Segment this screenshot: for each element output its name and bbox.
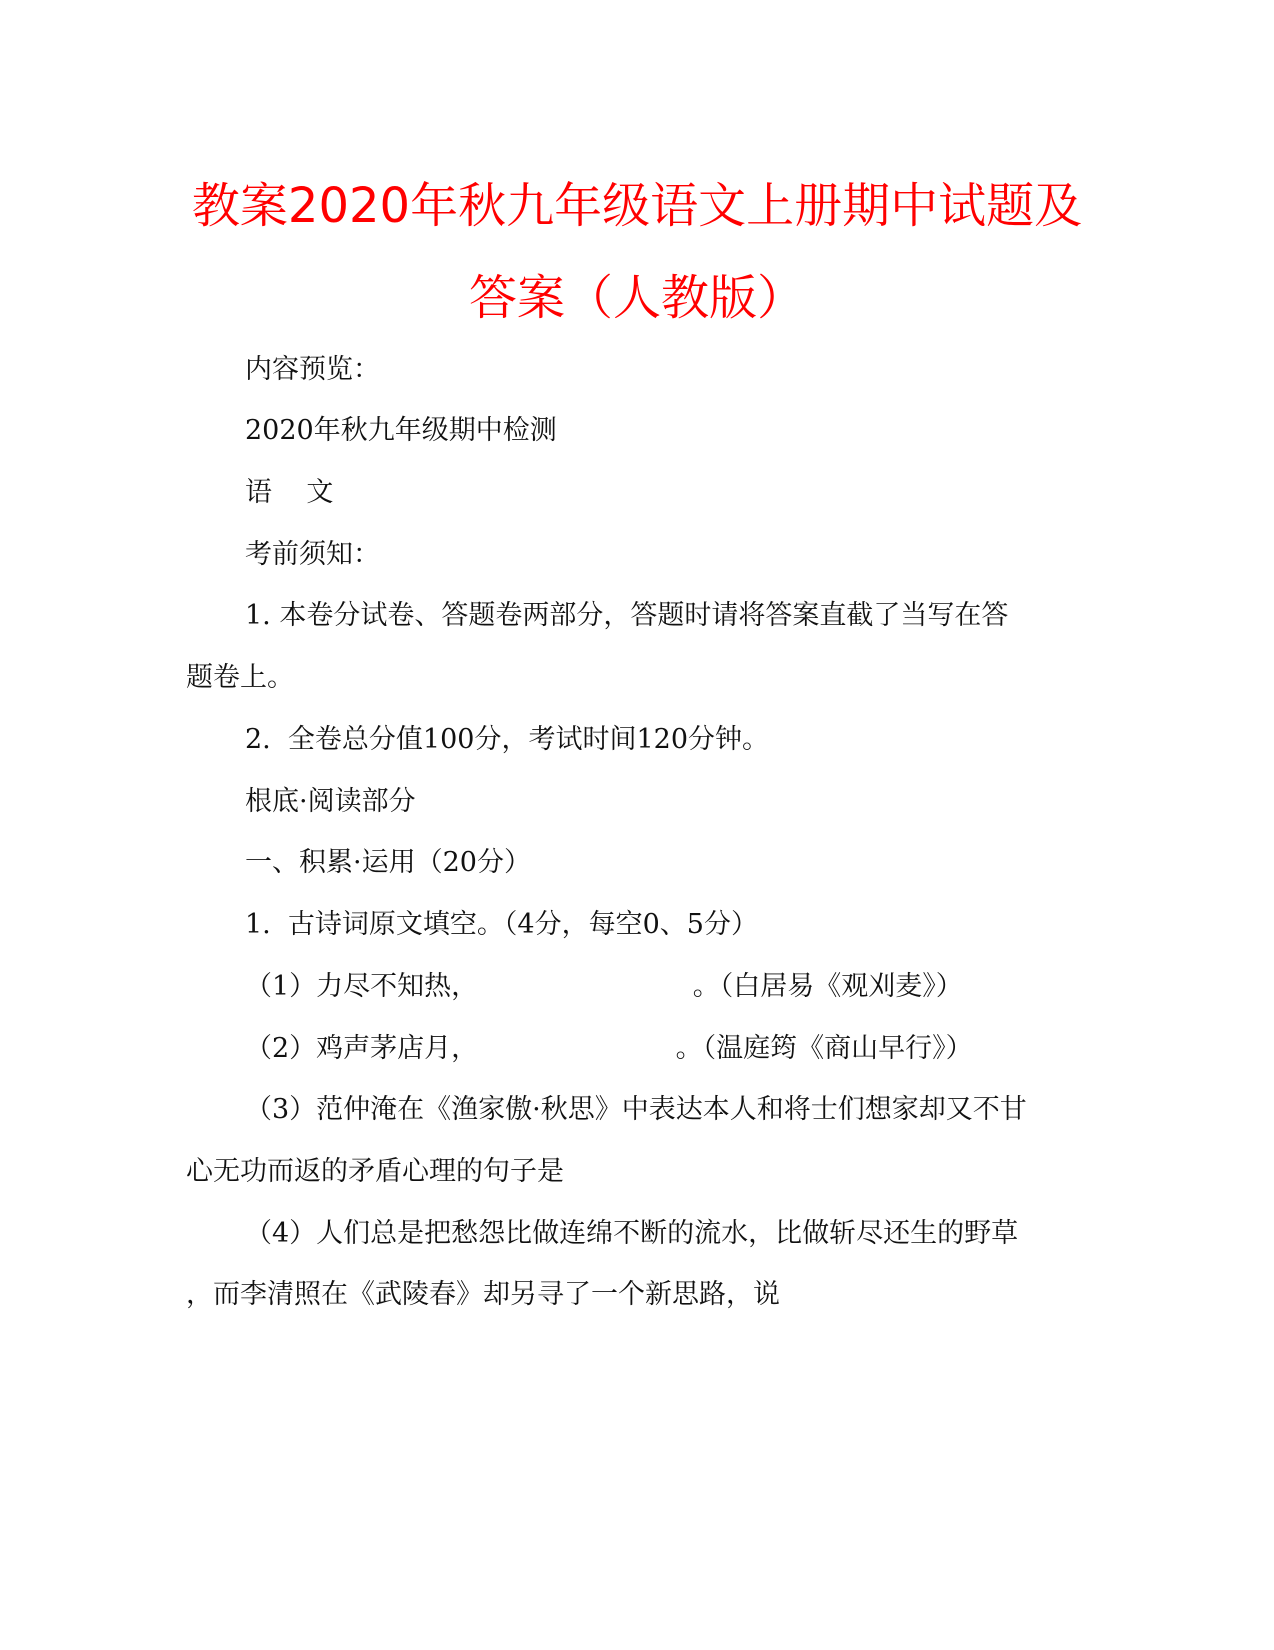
question-1: 1. 古诗词原文填空。（4分，每空0、5分） [245, 909, 758, 940]
preview-label: 内容预览： [245, 354, 380, 385]
notice-item-1-line-2: 题卷上。 [186, 662, 294, 693]
notice-item-1-line-1: 1. 本卷分试卷、答题卷两部分，答题时请将答案直截了当写在答 [245, 600, 1009, 631]
notice-label: 考前须知： [245, 539, 380, 570]
question-1-item-2: （2）鸡声茅店月， 。（温庭筠《商山早行》） [245, 1033, 973, 1064]
section-heading-basic: 根底·阅读部分 [245, 786, 416, 817]
question-1-item-1: （1）力尽不知热， 。（白居易《观刈麦》） [245, 971, 963, 1002]
exam-name: 2020年秋九年级期中检测 [245, 415, 557, 446]
question-1-item-3-line-1: （3）范仲淹在《渔家傲·秋思》中表达本人和将士们想家却又不甘 [245, 1094, 1027, 1125]
document-title-line-1: 教案2020年秋九年级语文上册期中试题及 [191, 178, 1083, 234]
document-title-line-2: 答案（人教版） [468, 270, 805, 326]
part-heading-1: 一、积累·运用（20分） [245, 847, 531, 878]
question-1-item-3-line-2: 心无功而返的矛盾心理的句子是 [186, 1156, 564, 1187]
subject-heading: 语 文 [245, 477, 334, 508]
notice-item-2: 2. 全卷总分值100分，考试时间120分钟。 [245, 724, 769, 755]
question-1-item-4-line-2: ，而李清照在《武陵春》却另寻了一个新思路，说 [186, 1279, 780, 1310]
question-1-item-4-line-1: （4）人们总是把愁怨比做连绵不断的流水，比做斩尽还生的野草 [245, 1218, 1019, 1249]
